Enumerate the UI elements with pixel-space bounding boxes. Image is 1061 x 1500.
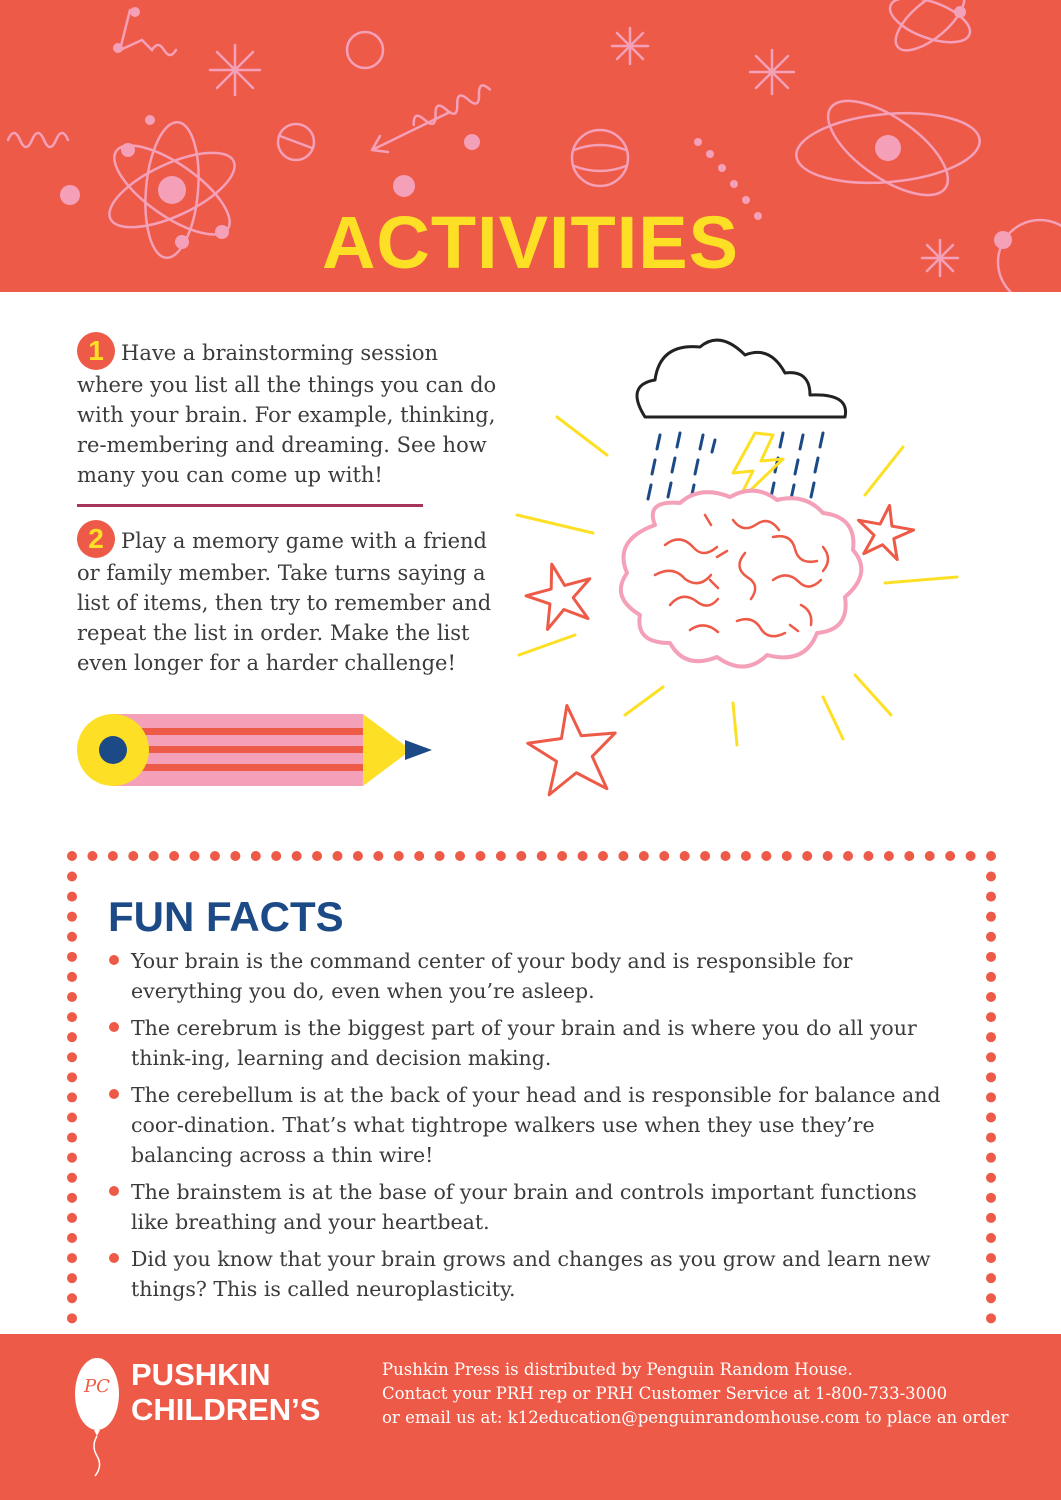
fun-facts-list (108, 946, 956, 1311)
fun-fact-item (108, 1244, 956, 1304)
logo-letters: PC (84, 1376, 110, 1397)
cloud-icon (637, 340, 846, 417)
distribution-info (382, 1358, 1022, 1430)
activity-number-1: 1 (77, 332, 115, 370)
bullet-icon (109, 1253, 119, 1263)
fun-fact-item (108, 1013, 956, 1073)
pencil-icon (75, 712, 435, 788)
brand-line-1: PUSHKIN (131, 1357, 271, 1392)
activity-divider (77, 504, 423, 507)
fun-facts-title: FUN FACTS (108, 893, 344, 940)
balloon-logo-icon (70, 1354, 124, 1478)
brand-name (131, 1357, 320, 1427)
fun-fact-text: The brainstem is at the base of your brain and controls important functions like breathing and your heartbeat. (131, 1180, 917, 1234)
brainstorm-illustration-icon (505, 325, 975, 825)
fun-fact-text: Did you know that your brain grows and changes as you grow and learn new things? This is called neuroplasticity. (131, 1247, 931, 1301)
activity-item-1 (77, 334, 507, 490)
fun-fact-text: The cerebellum is at the back of your head and is responsible for balance and coor-dination. That’s what tightrope walkers use when they use they’re balancing across a thin wire! (131, 1083, 941, 1167)
footer-line-3: or email us at: k12education@penguinrandomhouse.com to place an order (382, 1408, 1009, 1427)
footer (0, 1334, 1061, 1500)
activity-item-2 (77, 522, 507, 678)
activity-text-1: Have a brainstorming session where you list all the things you can do with your brain. For example, thinking, re-membering and dreaming. See how many you can come up with! (77, 341, 497, 487)
fun-fact-item (108, 946, 956, 1006)
brand-line-2: CHILDREN’S (131, 1392, 321, 1427)
fun-fact-item (108, 1177, 956, 1237)
activity-number-2: 2 (77, 520, 115, 558)
bullet-icon (109, 1186, 119, 1196)
header-banner (0, 0, 1061, 292)
page-title: ACTIVITIES (321, 201, 740, 284)
footer-line-2: Contact your PRH rep or PRH Customer Service at 1-800-733-3000 (382, 1384, 948, 1403)
bullet-icon (109, 955, 119, 965)
footer-line-1: Pushkin Press is distributed by Penguin Random House. (382, 1360, 853, 1379)
fun-fact-text: The cerebrum is the biggest part of your brain and is where you do all your think-ing, learning and decision making. (131, 1016, 917, 1070)
fun-fact-text: Your brain is the command center of your body and is responsible for everything you do, even when you’re asleep. (131, 949, 853, 1003)
activity-text-2: Play a memory game with a friend or family member. Take turns saying a list of items, then try to remember and repeat the list in order. Make the list even longer for a harder challenge! (77, 529, 492, 675)
fun-fact-item (108, 1080, 956, 1170)
bullet-icon (109, 1022, 119, 1032)
bullet-icon (109, 1089, 119, 1099)
brain-icon (621, 491, 861, 667)
